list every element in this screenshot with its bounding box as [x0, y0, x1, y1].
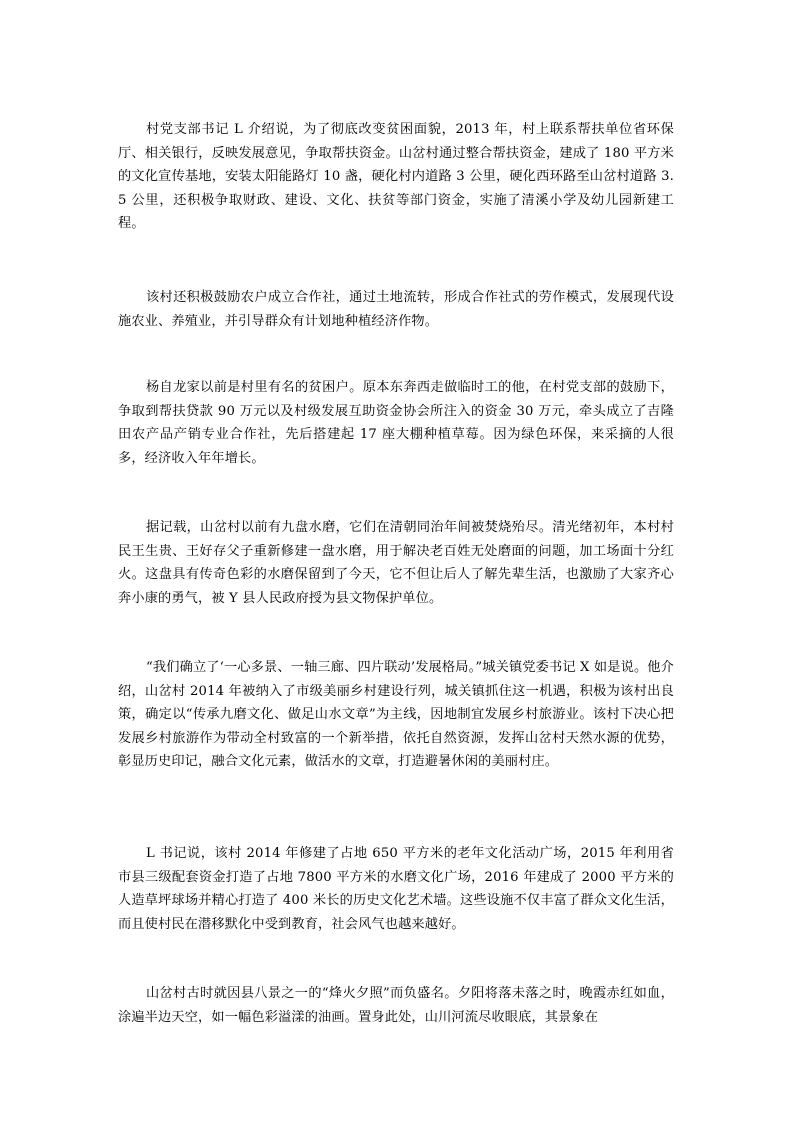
paragraph-1: 村党支部书记 L 介绍说，为了彻底改变贫困面貌，2013 年，村上联系帮扶单位省环保厅、相关银行，反映发展意见，争取帮扶资金。山岔村通过整合帮扶资金，建成了 180 平方米的文化宣传基地，安装太阳能路灯 10 盏，硬化村内道路 3 公里，硬化西环路至山岔村道路 3.5 公里，还积极争取财政、建设、文化、扶贫等部门资金，实施了清溪小学及幼儿园新建工程。 [118, 122, 674, 232]
paragraph-6: L 书记说，该村 2014 年修建了占地 650 平方米的老年文化活动广场，2015 年利用省市县三级配套资金打造了占地 7800 平方米的水磨文化广场，2016 年建成了 2000 平方米的人造草坪球场并精心打造了 400 米长的历史文化艺术墙。这些设施不仅丰富了群众文化生活，而且使村民在潜移默化中受到教育，社会风气也越来越好。 [118, 846, 674, 932]
paragraph-2: 该村还积极鼓励农户成立合作社，通过土地流转，形成合作社式的劳作模式，发展现代设施农业、养殖业，并引导群众有计划地种植经济作物。 [118, 290, 674, 329]
paragraph-5: “我们确立了‘一心多景、一轴三廊、四片联动’发展格局。”城关镇党委书记 X 如是说。他介绍，山岔村 2014 年被纳入了市级美丽乡村建设行列，城关镇抓住这一机遇，积极为该村出良策，确定以“传承九磨文化、做足山水文章”为主线，因地制宜发展乡村旅游业。该村下决心把发展乡村旅游作为带动全村致富的一个新举措，依托自然资源，发挥山岔村天然水源的优势，彰显历史印记，融合文化元素，做活水的文章，打造避暑休闲的美丽村庄。 [118, 660, 674, 770]
paragraph-3: 杨自龙家以前是村里有名的贫困户。原本东奔西走做临时工的他，在村党支部的鼓励下，争取到帮扶贷款 90 万元以及村级发展互助资金协会所注入的资金 30 万元，牵头成立了吉隆田农产品产销专业合作社，先后搭建起 17 座大棚种植草莓。因为绿色环保，来采摘的人很多，经济收入年年增长。 [118, 380, 674, 466]
paragraph-7: 山岔村古时就因县八景之一的“烽火夕照”而负盛名。夕阳将落未落之时，晚霞赤红如血，涂遍半边天空，如一幅色彩溢漾的油画。置身此处，山川河流尽收眼底，其景象在 [118, 986, 674, 1025]
paragraph-4: 据记载，山岔村以前有九盘水磨，它们在清朝同治年间被焚烧殆尽。清光绪初年，本村村民王生贵、王好存父子重新修建一盘水磨，用于解决老百姓无处磨面的问题，加工场面十分红火。这盘具有传奇色彩的水磨保留到了今天，它不但让后人了解先辈生活，也激励了大家齐心奔小康的勇气，被 Y 县人民政府授为县文物保护单位。 [118, 520, 674, 606]
